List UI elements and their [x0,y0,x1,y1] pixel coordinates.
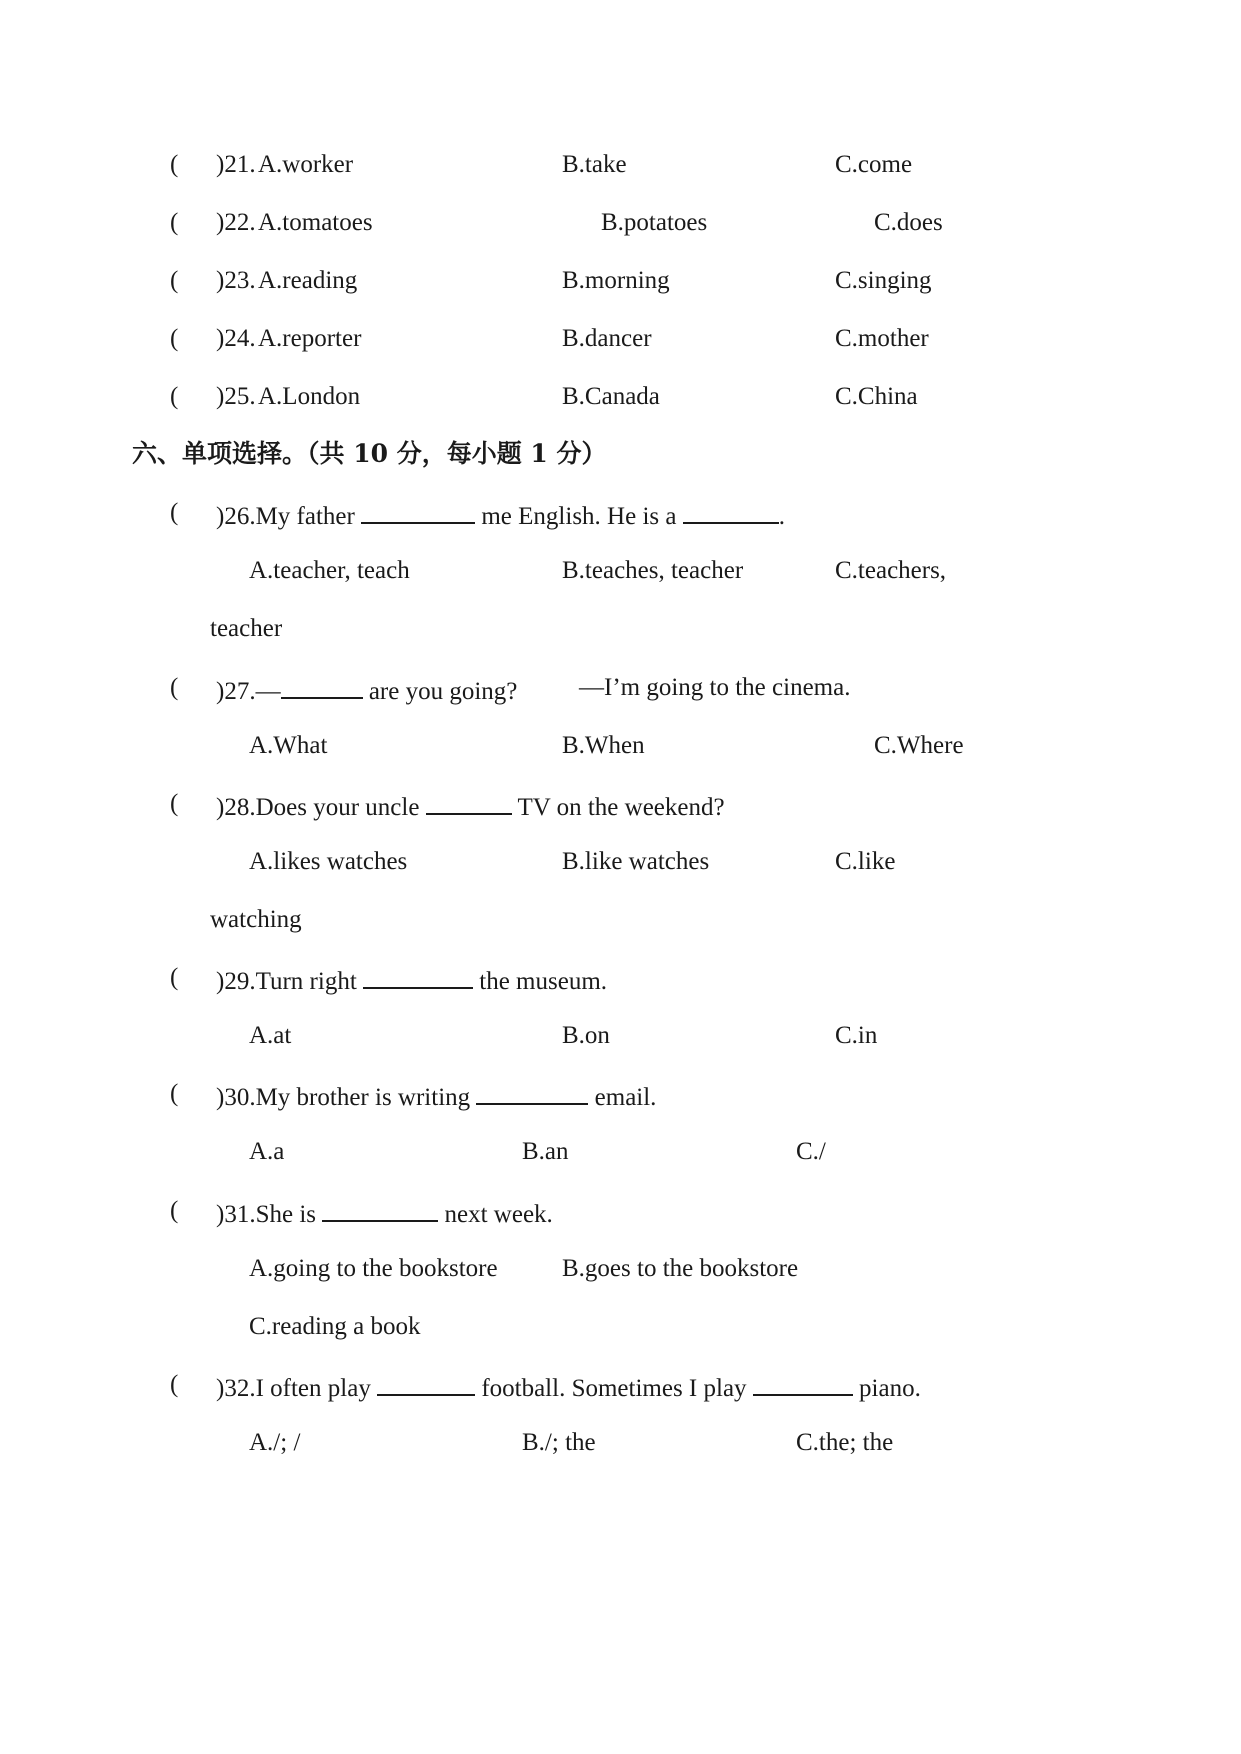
stem-text: My brother is writing [255,1084,471,1111]
stem-text: are you going? [368,678,518,705]
answer-bracket-open[interactable]: ( [170,151,179,178]
answer-bracket-open[interactable]: ( [170,325,179,352]
answer-blank[interactable] [377,1372,475,1396]
question-number: )29. [216,968,256,995]
question-number: )21. [216,151,256,178]
stem-text: Turn right [255,968,357,995]
question-number: )31. [216,1201,256,1228]
stem-text: TV on the weekend? [517,794,725,821]
answer-bracket-open[interactable]: ( [170,674,179,701]
option-a[interactable]: A.worker [258,151,354,178]
answer-bracket-open[interactable]: ( [170,267,179,294]
option-b[interactable]: B.an [522,1138,569,1165]
stem-text: My father [255,503,355,530]
option-c[interactable]: C.teachers, [835,557,947,584]
question-stem [216,965,607,994]
option-c[interactable]: C.like [835,848,896,875]
option-b[interactable]: B.goes to the bookstore [562,1255,799,1282]
option-c-continued: teacher [210,615,283,642]
question-number: )30. [216,1084,256,1111]
question-number: )24. [216,325,256,352]
question-stem [216,1372,921,1401]
option-b[interactable]: B.on [562,1022,610,1049]
answer-blank[interactable] [476,1081,588,1105]
question-stem [216,675,517,704]
section-heading: 六、单项选择。（共 10 分，每小题 1 分） [132,439,607,468]
option-c[interactable]: C.come [835,151,913,178]
answer-bracket-open[interactable]: ( [170,964,179,991]
question-stem [216,791,725,820]
question-number: )25. [216,383,256,410]
option-a[interactable]: A.What [249,732,328,759]
option-a[interactable]: A.likes watches [249,848,408,875]
option-c[interactable]: C.the; the [796,1429,894,1456]
option-b[interactable]: B.dancer [562,325,652,352]
answer-bracket-open[interactable]: ( [170,383,179,410]
option-b[interactable]: B./; the [522,1429,596,1456]
option-a[interactable]: A.tomatoes [258,209,373,236]
question-number: )23. [216,267,256,294]
option-a[interactable]: A.reporter [258,325,362,352]
question-number: )26. [216,503,256,530]
option-b[interactable]: B.take [562,151,627,178]
stem-text: football. Sometimes I play [481,1375,747,1402]
answer-bracket-open[interactable]: ( [170,790,179,817]
stem-text: — [255,678,281,705]
answer-bracket-open[interactable]: ( [170,499,179,526]
stem-text: She is [255,1201,317,1228]
answer-blank[interactable] [281,675,363,699]
option-c[interactable]: C.does [874,209,943,236]
option-c[interactable]: C.in [835,1022,878,1049]
answer-bracket-open[interactable]: ( [170,1371,179,1398]
question-stem [216,1198,553,1227]
option-a[interactable]: A.reading [258,267,358,294]
question-number: )28. [216,794,256,821]
question-stem [216,1081,656,1110]
option-b[interactable]: B.potatoes [601,209,708,236]
option-a[interactable]: A.a [249,1138,285,1165]
option-c[interactable]: C.mother [835,325,929,352]
option-a[interactable]: A.going to the bookstore [249,1255,498,1282]
option-b[interactable]: B.When [562,732,645,759]
option-c[interactable]: C.singing [835,267,932,294]
response-text: —I’m going to the cinema. [579,674,851,701]
answer-bracket-open[interactable]: ( [170,1080,179,1107]
option-b[interactable]: B.Canada [562,383,660,410]
stem-text: the museum. [479,968,608,995]
option-c-continued: watching [210,906,302,933]
stem-text: Does your uncle [255,794,420,821]
option-c[interactable]: C.reading a book [249,1313,421,1340]
stem-text: I often play [255,1375,371,1402]
option-a[interactable]: A.at [249,1022,292,1049]
answer-blank[interactable] [361,500,475,524]
option-a[interactable]: A.teacher, teach [249,557,410,584]
stem-text: me English. He is a [481,503,677,530]
question-number: )22. [216,209,256,236]
option-a[interactable]: A./; / [249,1429,301,1456]
answer-blank[interactable] [426,791,512,815]
option-b[interactable]: B.like watches [562,848,710,875]
question-stem [216,500,785,529]
answer-bracket-open[interactable]: ( [170,1197,179,1224]
option-c[interactable]: C.China [835,383,918,410]
stem-text: next week. [444,1201,553,1228]
option-b[interactable]: B.morning [562,267,670,294]
stem-text: email. [594,1084,657,1111]
option-c[interactable]: C./ [796,1138,826,1165]
question-number: )32. [216,1375,256,1402]
stem-text: . [778,503,785,530]
answer-blank[interactable] [322,1198,438,1222]
option-c[interactable]: C.Where [874,732,964,759]
answer-blank[interactable] [363,965,473,989]
answer-bracket-open[interactable]: ( [170,209,179,236]
question-number: )27. [216,678,256,705]
stem-text: piano. [859,1375,921,1402]
option-a[interactable]: A.London [258,383,361,410]
answer-blank[interactable] [753,1372,853,1396]
answer-blank[interactable] [683,500,779,524]
option-b[interactable]: B.teaches, teacher [562,557,744,584]
